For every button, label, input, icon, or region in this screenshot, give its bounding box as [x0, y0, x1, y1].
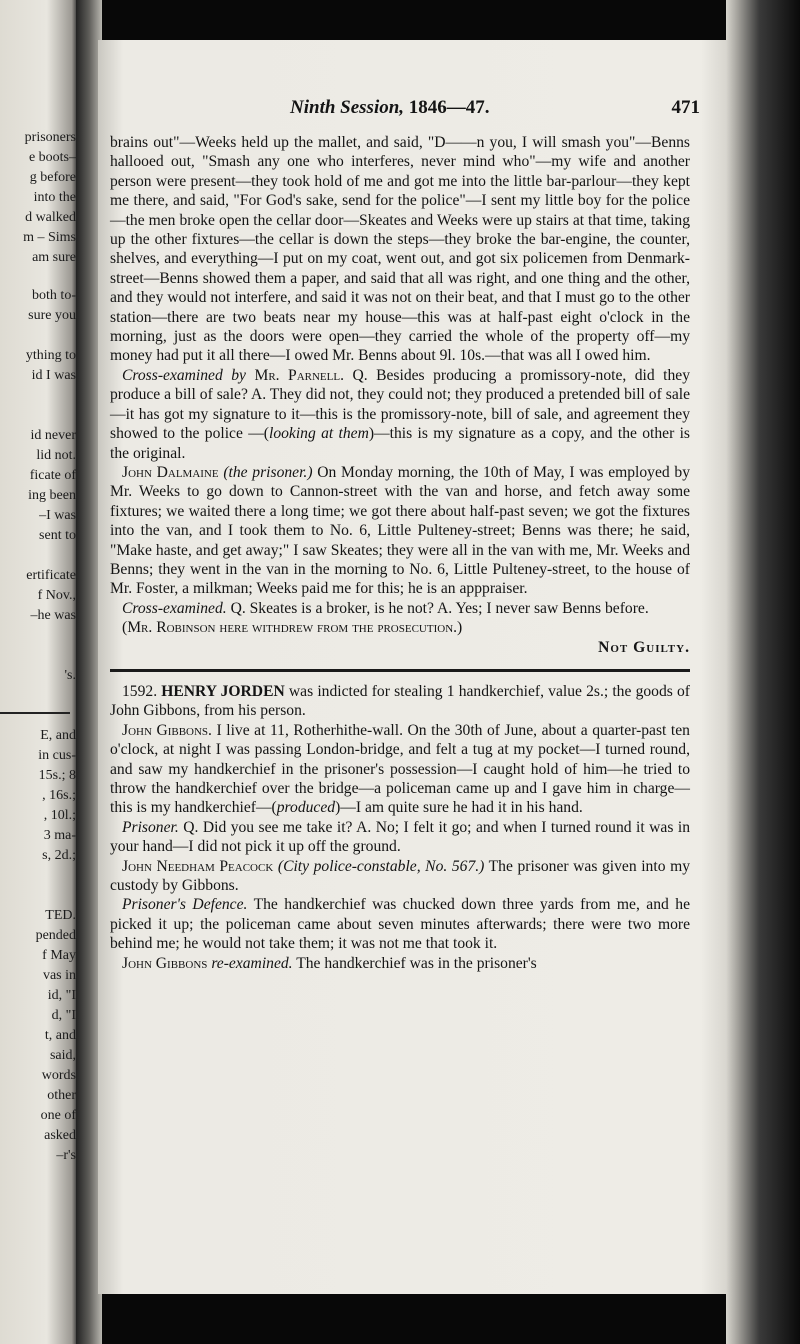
testimony-dalmaine: John Dalmaine (the prisoner.) On Monday morning, the 10th of May, I was employed by Mr. Weeks to go down to Cannon-street with the van and horse, and fetch away some fixtures; we waited there a long time; we got there about half-past seven; we got the fixtures into the van, and I took them to No. 6, Little Pulteney-street; Benns was there; he said, "Make haste, and get away;" I saw Skeates; they were all in the van with me, Mr. Weeks and Benns; they went in the van in the morning to No. 6, Little Pulteney-street, to the house of Mr. Foster, a milkman; Weeks paid me for this; he is an apppraiser. [110, 463, 691, 598]
withdrawal-note: (Mr. Robinson here withdrew from the prosecution.) [122, 619, 463, 637]
facing-page [0, 0, 78, 1344]
facing-page-fragment: said, [49, 1048, 76, 1063]
page-edge-shadow [726, 0, 800, 1344]
facing-page-fragment: into the [33, 190, 76, 205]
testimony-gibbons: John Gibbons. I live at 11, Rotherhithe-wall. On the 30th of June, about a quarter-past ten o'clock, at night I was passing London-bridge, and felt a tug at my pocket—I turned round, and saw my handkerchief in the prisoner's possession—I caught hold of him—he tried to throw the handkerchief over the bridge—a policeman came up and I gave him in charge—this is my handkerchief—(produced)—I am quite sure he had it in his hand. [110, 721, 690, 817]
facing-page-fragment: d, "I [51, 1008, 76, 1023]
facing-page-fragment: –he was [30, 608, 76, 623]
facing-page-fragment: s, 2d.; [42, 848, 76, 863]
facing-page-fragment: in cus- [38, 748, 76, 763]
facing-page-fragment: words [41, 1068, 76, 1083]
facing-page-fragment: ing been [28, 488, 76, 503]
running-header [210, 97, 700, 123]
prisoner-defence: Prisoner's Defence. The handkerchief was chucked down three yards from me, and he picked it up; the policeman came about seven minutes afterwards; there were two more behind me; he would not take them; it was not me that took it. [110, 896, 690, 953]
facing-page-fragment: other [47, 1088, 76, 1103]
facing-page-fragment: lid not. [36, 448, 76, 463]
facing-page-fragment: am sure [32, 250, 76, 265]
facing-page-fragment: f May [42, 948, 76, 963]
section-rule [110, 669, 690, 672]
facing-page-fragment: vas in [42, 968, 76, 983]
page-text [110, 133, 690, 973]
facing-page-fragment: prisoners [24, 130, 76, 145]
running-title: Ninth Session, 1846—47. [290, 97, 490, 118]
facing-page-fragment: E, and [40, 728, 76, 743]
cross-examination-parnell: Cross-examined by Mr. Parnell. Q. Besides producing a promissory-note, did they produce a bill of sale? A. They did not, they could not; they produced a pretended bill of sale—it has got my signature to it—this is the promissory-note, bill of sale, and agreement they showed to the police —(looking at them)—this is my signature as a copy, and the other is the original. [110, 366, 691, 462]
cross-examination: Cross-examined. Q. Skeates is a broker, is he not? A. Yes; I never saw Benns before. [122, 599, 649, 617]
facing-page-fragment: , 10l.; [43, 808, 76, 823]
facing-page-fragment: sure you [28, 308, 76, 323]
facing-page-fragment: g before [29, 170, 76, 185]
facing-page-fragment: f Nov., [37, 588, 76, 603]
facing-page-fragment: –r's [56, 1148, 76, 1163]
testimony-peacock: John Needham Peacock (City police-constable, No. 567.) The prisoner was given into my custody by Gibbons. [110, 857, 690, 895]
facing-page-fragment: ertificate [26, 568, 76, 583]
case-heading: 1592. HENRY JORDEN was indicted for stealing 1 handkerchief, value 2s.; the goods of John Gibbons, from his person. [110, 682, 690, 720]
facing-page-fragment: 15s.; 8 [38, 768, 76, 783]
facing-page-fragment: id, "I [47, 988, 76, 1003]
facing-page-fragment: d walked [25, 210, 76, 225]
facing-page-fragment: ything to [25, 348, 76, 363]
verdict: Not Guilty. [598, 638, 690, 656]
testimony-paragraph: brains out"—Weeks held up the mallet, and said, "D——n you, I will smash you"—Benns hallooed out, "Smash any one who interferes, never mind who"—my wife and another person were present—they took hold of me and got me into the little bar-parlour—they kept me there, and said, "For God's sake, send for the police"—I sent my little boy for the police—the men broke open the cellar door—Skeates and Weeks were up stairs at that time, taking up the other fixtures—the cellar is down the steps—they broke the bar-engine, the counter, shelves, and everything—I put on my coat, went out, and got six policemen from Denmark-street—Benns showed them a paper, and said that all was right, and one thing and the other, and they would not interfere, and said it was not on their beat, and that I must go to the other station—there are two beats near my house—this was at half-past eight o'clock in the morning, just as the doors were open—they carried the whole of the property off—my money had put it all there—I owed Mr. Benns about 9l. 10s.—that was all I owed him. [110, 134, 690, 365]
facing-page-fragment: ficate of [29, 468, 76, 483]
facing-page-fragment: e boots– [28, 150, 76, 165]
facing-page-fragment: m – Sims [23, 230, 76, 245]
gibbons-re-examined: John Gibbons re-examined. The handkerchief was in the prisoner's [122, 954, 537, 972]
facing-page-fragment: pended [35, 928, 76, 943]
facing-page-fragment: 's. [64, 668, 76, 683]
facing-page-fragment: id never [30, 428, 76, 443]
facing-page-fragment: sent to [39, 528, 76, 543]
facing-page-fragment: , 16s.; [42, 788, 76, 803]
prisoner-question: Prisoner. Q. Did you see me take it? A. No; I felt it go; and when I turned round it was in your hand—I did not pick it up off the ground. [110, 818, 690, 856]
facing-page-fragment: one of [40, 1108, 76, 1123]
facing-page-fragment: id I was [31, 368, 76, 383]
page-number: 471 [671, 97, 700, 118]
facing-page-fragment: t, and [44, 1028, 76, 1043]
facing-page-fragment: TED. [45, 908, 76, 923]
facing-page-rule [0, 712, 70, 714]
facing-page-fragment: 3 ma- [43, 828, 76, 843]
facing-page-fragment: asked [44, 1128, 76, 1143]
facing-page-fragment: both to- [32, 288, 76, 303]
facing-page-fragment: –I was [39, 508, 76, 523]
